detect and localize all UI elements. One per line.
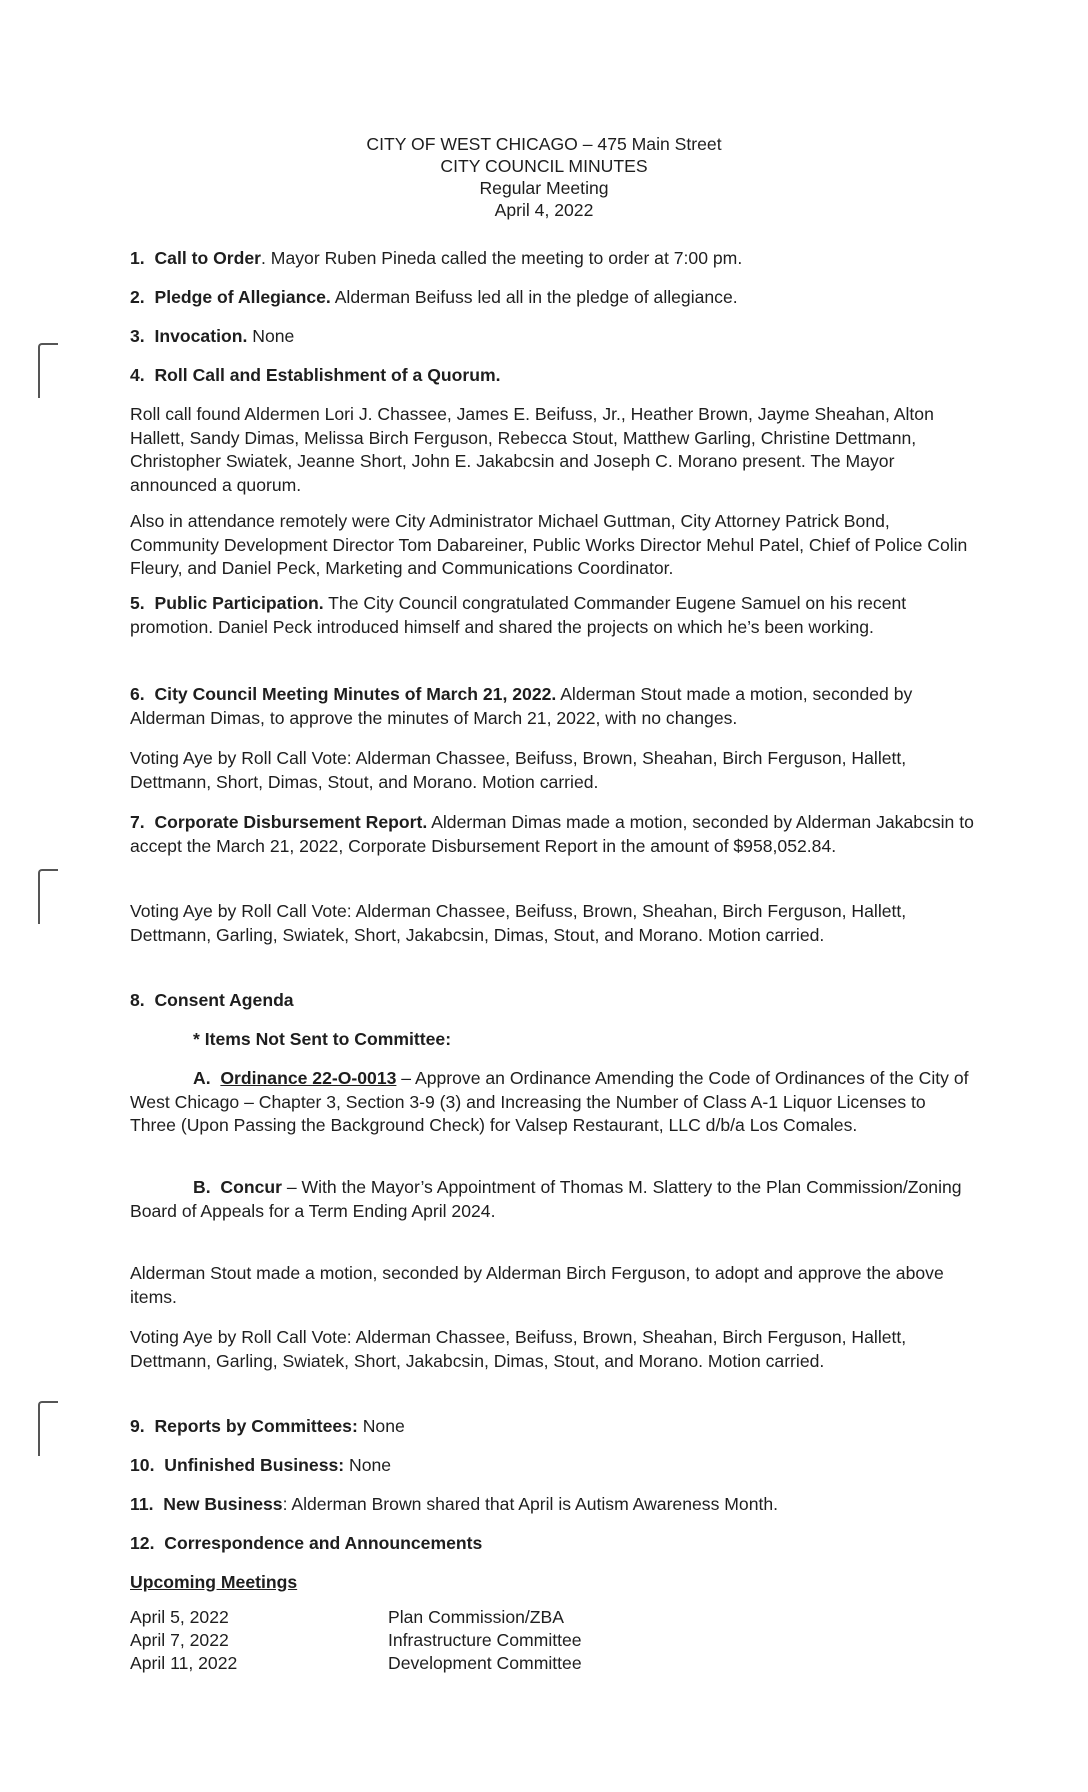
ordinance-link[interactable]: Ordinance 22-O-0013 xyxy=(220,1068,397,1088)
meeting-row xyxy=(130,1629,830,1652)
item-text: Alderman Beifuss led all in the pledge of allegiance. xyxy=(330,287,738,307)
item-text: Alderman Dimas made a motion, seconded by Alderman Jakabcsin to accept the March 21, 2022, Corporate Disbursement Report in the amount of $958,052.84. xyxy=(130,812,974,856)
consent-item-a xyxy=(130,1067,976,1138)
consent-item-b xyxy=(130,1176,976,1223)
item-prior-minutes xyxy=(130,683,976,730)
meeting-name: Infrastructure Committee xyxy=(388,1630,582,1650)
item-reports xyxy=(130,1415,976,1439)
item-roll-call xyxy=(130,364,976,388)
item-new-business xyxy=(130,1493,976,1517)
item-number: 3. xyxy=(130,326,145,346)
item-number: 11. xyxy=(130,1494,154,1514)
item-title: Pledge of Allegiance. xyxy=(154,287,331,307)
item-correspondence xyxy=(130,1532,976,1556)
item-text: : Alderman Brown shared that April is Autism Awareness Month. xyxy=(282,1494,779,1514)
item-public-participation xyxy=(130,592,976,639)
item-number: 5. xyxy=(130,593,145,613)
item-title: New Business xyxy=(163,1494,283,1514)
binder-mark-middle xyxy=(38,869,58,924)
roll-call-paragraph: Roll call found Aldermen Lori J. Chassee, James E. Beifuss, Jr., Heather Brown, Jayme Sheahan, Alton Hallett, Sandy Dimas, Melissa Birch Ferguson, Rebecca Stout, Matthew Garling, Christine Dettmann, Christopher Swiatek, Jeanne Short, John E. Jakabcsin and Joseph C. Morano present. The Mayor announced a quorum. xyxy=(130,404,934,495)
meeting-date: April 7, 2022 xyxy=(130,1630,229,1650)
item-unfinished-business xyxy=(130,1454,976,1478)
meeting-date: April 11, 2022 xyxy=(130,1653,238,1673)
item-number: 4. xyxy=(130,365,145,385)
item-text: None xyxy=(357,1416,405,1436)
item-label: B. xyxy=(193,1177,211,1197)
item-text: – Approve an Ordinance Amending the Code of Ordinances of the City of West Chicago – Chapter 3, Section 3-9 (3) and Increasing the Number of Class A-1 Liquor Licenses to Three (Upon Passing the Background Check) for Valsep Restaurant, LLC d/b/a Los Comales. xyxy=(130,1068,969,1135)
binder-mark-bottom xyxy=(38,1401,58,1456)
item-text: The City Council congratulated Commander Eugene Samuel on his recent promotion. Daniel Peck introduced himself and shared the projects on which he’s been working. xyxy=(130,593,907,637)
item-call-to-order xyxy=(130,247,976,271)
binder-mark-top xyxy=(38,343,58,398)
item-title: Call to Order xyxy=(154,248,262,268)
item-number: 2. xyxy=(130,287,145,307)
minutes-title: CITY COUNCIL MINUTES xyxy=(440,156,648,176)
item-pledge xyxy=(130,286,976,310)
item-text: Alderman Stout made a motion, seconded by Alderman Dimas, to approve the minutes of March 21, 2022, with no changes. xyxy=(130,684,913,728)
item-number: 7. xyxy=(130,812,145,832)
item-number: 1. xyxy=(130,248,145,268)
item-title: Public Participation. xyxy=(154,593,324,613)
vote-paragraph: Voting Aye by Roll Call Vote: Alderman Chassee, Beifuss, Brown, Sheahan, Birch Ferguson, Hallett, Dettmann, Garling, Swiatek, Short, Jakabcsin, Dimas, Stout, and Morano. Motion carried. xyxy=(130,1327,907,1371)
meeting-date: April 5, 2022 xyxy=(130,1607,229,1627)
item-number: 10. xyxy=(130,1455,155,1475)
meeting-type: Regular Meeting xyxy=(479,178,609,198)
item-title: Correspondence and Announcements xyxy=(164,1533,483,1553)
item-consent-agenda xyxy=(130,989,976,1013)
item-text: Mayor Ruben Pineda called the meeting to order at 7:00 pm. xyxy=(265,248,743,268)
item-number: 6. xyxy=(130,684,145,704)
meeting-date: April 4, 2022 xyxy=(494,200,594,220)
item-text: None xyxy=(344,1455,392,1475)
item-disbursement xyxy=(130,811,976,858)
item-title: Consent Agenda xyxy=(154,990,294,1010)
item-title: Invocation. xyxy=(154,326,248,346)
upcoming-meetings-heading: Upcoming Meetings xyxy=(130,1572,298,1592)
item-invocation xyxy=(130,325,976,349)
item-title: Reports by Committees: xyxy=(154,1416,358,1436)
item-title-sep: . xyxy=(261,248,266,268)
consent-motion: Alderman Stout made a motion, seconded by Alderman Birch Ferguson, to adopt and approve the above items. xyxy=(130,1263,944,1307)
vote-paragraph: Voting Aye by Roll Call Vote: Alderman Chassee, Beifuss, Brown, Sheahan, Birch Ferguson, Hallett, Dettmann, Short, Dimas, Stout, and Morano. Motion carried. xyxy=(130,748,907,792)
item-title: City Council Meeting Minutes of March 21, 2022. xyxy=(154,684,557,704)
item-number: 8. xyxy=(130,990,145,1010)
item-title: Roll Call and Establishment of a Quorum. xyxy=(154,365,501,385)
city-address-line: CITY OF WEST CHICAGO – 475 Main Street xyxy=(366,134,722,154)
item-text: None xyxy=(247,326,295,346)
item-text: – With the Mayor’s Appointment of Thomas M. Slattery to the Plan Commission/Zoning Board of Appeals for a Term Ending April 2024. xyxy=(130,1177,962,1221)
meeting-row xyxy=(130,1652,830,1675)
meeting-row xyxy=(130,1606,830,1629)
attendance-paragraph: Also in attendance remotely were City Administrator Michael Guttman, City Attorney Patrick Bond, Community Development Director Tom Dabareiner, Public Works Director Mehul Patel, Chief of Police Colin Fleury, and Daniel Peck, Marketing and Communications Coordinator. xyxy=(130,511,968,578)
item-number: 12. xyxy=(130,1533,155,1553)
item-title: Unfinished Business: xyxy=(164,1455,345,1475)
item-label: A. xyxy=(193,1068,211,1088)
item-number: 9. xyxy=(130,1416,145,1436)
item-title: Corporate Disbursement Report. xyxy=(154,812,428,832)
vote-paragraph: Voting Aye by Roll Call Vote: Alderman Chassee, Beifuss, Brown, Sheahan, Birch Ferguson, Hallett, Dettmann, Garling, Swiatek, Short, Jakabcsin, Dimas, Stout, and Morano. Motion carried. xyxy=(130,901,907,945)
item-title: Concur xyxy=(220,1177,282,1197)
meeting-name: Development Committee xyxy=(388,1653,582,1673)
meeting-name: Plan Commission/ZBA xyxy=(388,1607,564,1627)
document-header xyxy=(0,133,1088,221)
consent-subheading: * Items Not Sent to Committee: xyxy=(193,1029,452,1049)
